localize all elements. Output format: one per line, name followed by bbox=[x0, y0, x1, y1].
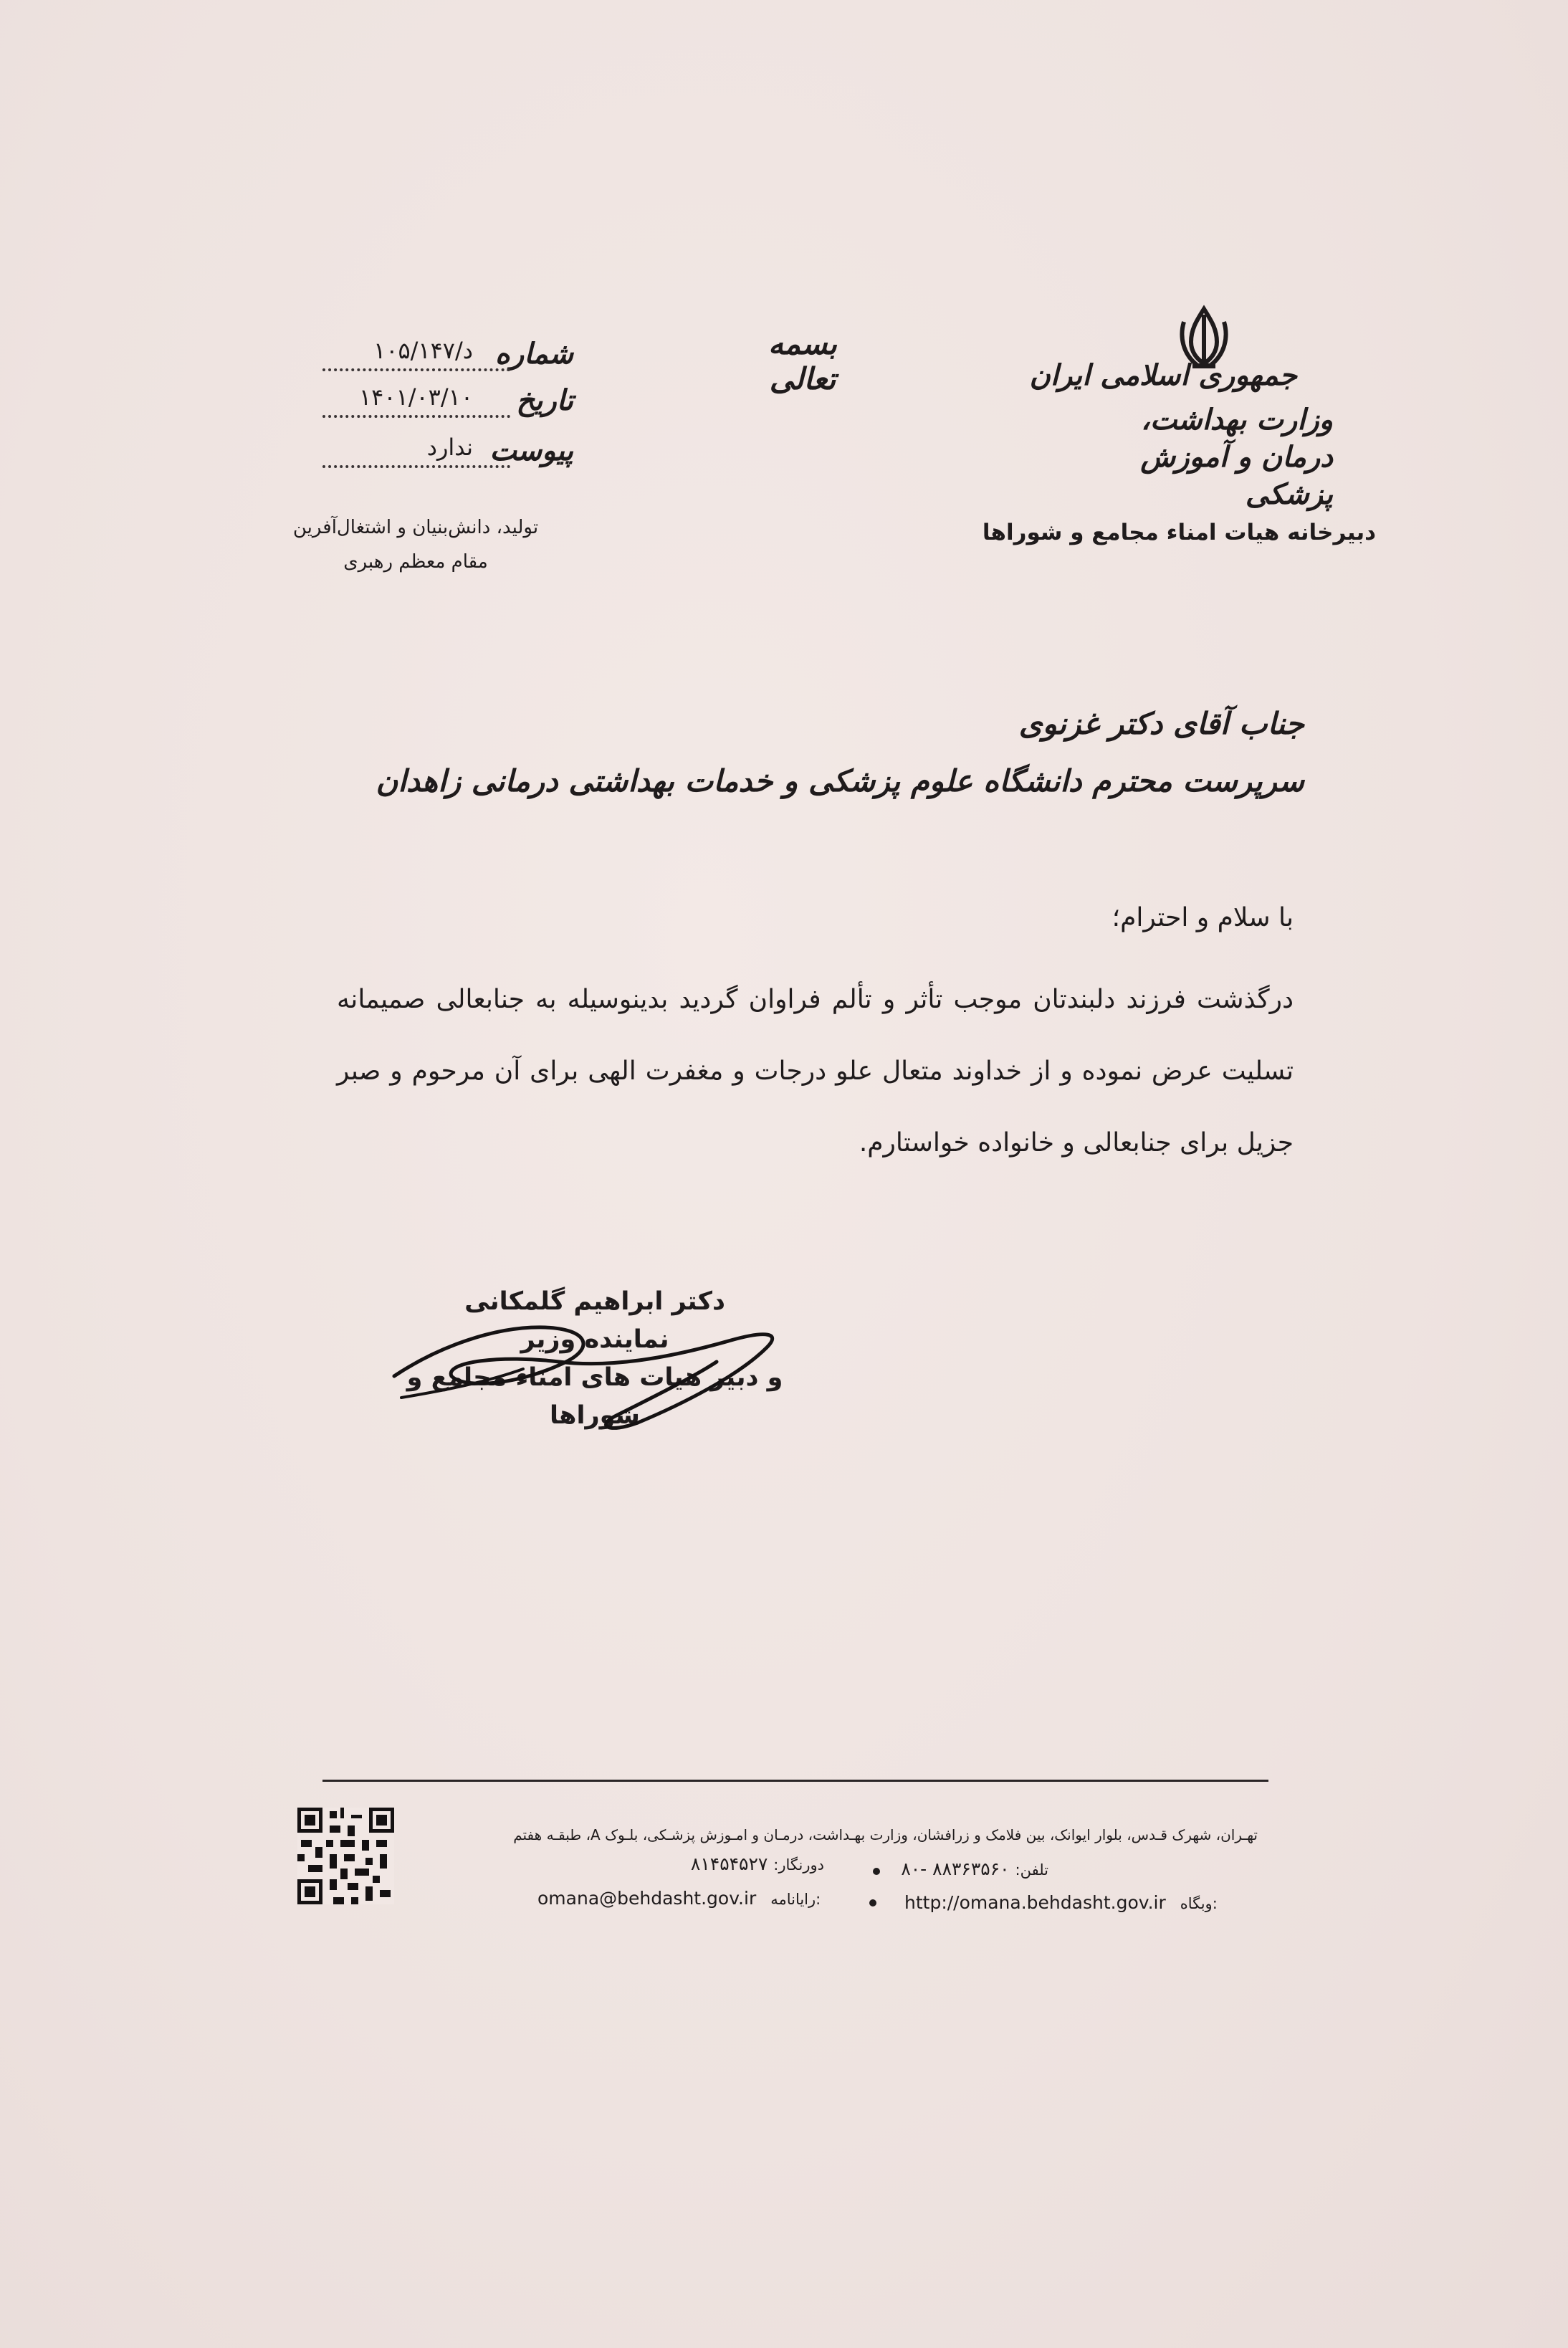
number-value: د/۱۰۵/۱۴۷ bbox=[373, 337, 473, 364]
attachment-label: پیوست bbox=[489, 434, 573, 467]
website-link[interactable]: http://omana.behdasht.gov.ir bbox=[904, 1892, 1166, 1913]
footer-fax bbox=[691, 1853, 824, 1874]
signer-title: نماینده وزیر bbox=[520, 1325, 669, 1354]
phone-label: تلفن: bbox=[1015, 1861, 1048, 1879]
fax-value: ۸۱۴۵۴۵۲۷ bbox=[690, 1853, 768, 1874]
bullet bbox=[873, 1868, 880, 1875]
basmala: بسمه تعالی bbox=[768, 326, 837, 396]
footer-website bbox=[904, 1892, 1218, 1913]
slogan-attribution: مقام معظم رهبری bbox=[343, 551, 488, 573]
signer-role: و دبیر هیات های امناء مجامع و شوراها bbox=[406, 1363, 783, 1430]
dotted-line bbox=[322, 415, 510, 418]
letter-body: درگذشت فرزند دلبندتان موجب تأثر و تألم فراوان گردید بدینوسیله به جنابعالی صمیمانه تسلیت عرض نموده و از خداوند متعال علو درجات و مغفرت الهی برای آن مرحوم و صبر جزیل برای جنابعالی و خانواده خواستارم. bbox=[337, 985, 1294, 1158]
qr-code-icon bbox=[297, 1808, 394, 1904]
addressee-title: سرپرست محترم دانشگاه علوم پزشکی و خدمات بهداشتی درمانی زاهدان bbox=[376, 763, 1304, 798]
number-label: شماره bbox=[494, 337, 573, 371]
slogan bbox=[272, 510, 559, 579]
footer-divider bbox=[322, 1780, 1268, 1782]
footer-email bbox=[537, 1888, 821, 1909]
fax-label: دورنگار: bbox=[773, 1856, 824, 1874]
dotted-line bbox=[322, 465, 510, 468]
dotted-line bbox=[322, 368, 510, 371]
bullet bbox=[869, 1899, 876, 1906]
footer-address: تهـران، شهرک قـدس، بلوار ایوانک، بین فلامک و زرافشان، وزارت بهـداشت، درمـان و امـوزش پزشـکی، بلـوک A، طبقـه هفتم bbox=[513, 1826, 1258, 1843]
ministry-title: وزارت بهداشت، درمان و آموزش پزشکی bbox=[1140, 403, 1333, 511]
letter-date-row bbox=[315, 383, 573, 425]
phone-value: ۸۸۳۶۳۵۶۰ -۸۰ bbox=[901, 1858, 1010, 1879]
email-link[interactable]: omana@behdasht.gov.ir bbox=[537, 1888, 757, 1909]
secretariat-title: دبیرخانه هیات امناء مجامع و شوراها bbox=[982, 520, 1376, 545]
date-label: تاریخ bbox=[516, 383, 573, 417]
letter-attachment-row bbox=[315, 434, 573, 475]
handwritten-signature bbox=[380, 1283, 824, 1448]
website-label: وبگاه: bbox=[1180, 1895, 1218, 1912]
greeting: با سلام و احترام؛ bbox=[1112, 903, 1294, 932]
footer-phone bbox=[901, 1858, 1048, 1879]
email-label: رایانامه: bbox=[770, 1891, 821, 1908]
republic-title: جمهوری اسلامی ایران bbox=[1029, 358, 1297, 392]
date-value: ۱۴۰۱/۰۳/۱۰ bbox=[358, 383, 473, 411]
addressee-name: جناب آقای دکتر غزنوی bbox=[1018, 706, 1304, 741]
letter-number-row bbox=[315, 337, 573, 378]
attachment-value: ندارد bbox=[426, 434, 473, 461]
slogan-text: تولید، دانش‌بنیان و اشتغال‌آفرین bbox=[292, 517, 539, 538]
signer-name: دکتر ابراهیم گلمکانی bbox=[464, 1287, 725, 1316]
